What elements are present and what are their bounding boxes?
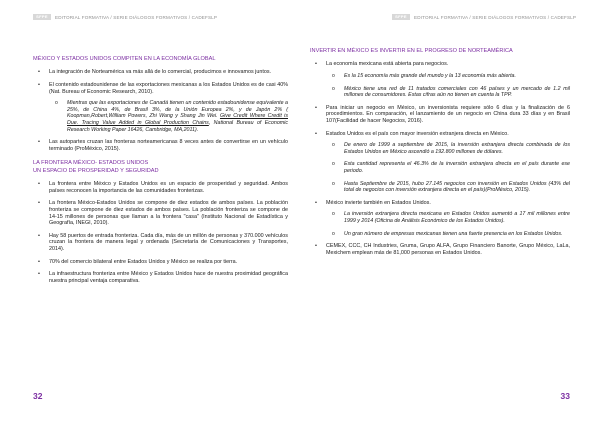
list-item: • CEMEX, CCC, CH Industries, Gruma, Grupo ALFA, Grupo Financiero Banorte, Grupo México, LaLa, Mexichem emplean más de 81,000 personas en Estados Unidos. (310, 243, 570, 256)
citation-text-end: , National Bureau of Economic Research Working Paper 16426, Cambridge, MA,2011). (67, 119, 288, 133)
list-item (310, 131, 570, 194)
list-item (310, 200, 570, 237)
publisher-logo: SFPE (392, 14, 410, 20)
sub-list-item: o Hasta Septiembre de 2015, hubo 27.145 negocios con inversión en Estados Unidos (43% del total de negocios con inversión extranjera directa en el país)(ProMéxico, 2015). (326, 181, 570, 194)
sub-list-item: o Es la 15 economía más grande del mundo y la 13 economía más abierta. (326, 73, 570, 80)
citation-title: Give Credit Where Credit is Due. Tracing Value Added in Global Production Chains (67, 113, 288, 126)
page-number-right: 33 (560, 391, 570, 401)
list-item: • Para iniciar un negocio en México, un inversionista requiere sólo 6 días y la finalización de 6 procedimientos. En comparación, el lanzamiento de un negocio en China dura 33 días y en Brasil 107(Facilidad de hacer Negocios, 2016). (310, 105, 570, 125)
running-header-text: EDITORIAL FORMATIVA / SERIE DIÁLOGOS FORMATIVOS / CADEFSLP (55, 14, 218, 20)
section-heading-border (33, 160, 288, 175)
sub-list-item: o Esta cantidad representa el 46.3% de la inversión extranjera directa en el país durante ese periodo. (326, 161, 570, 174)
sub-list-item: o México tiene una red de 11 tratados comerciales con 46 países y un mercado de 1.2 mil millones de consumidores. Estas cifras aún no tienen en cuenta la TPP. (326, 86, 570, 99)
bullet-list-invest (310, 61, 570, 256)
running-header-left (33, 14, 217, 20)
sub-list-item: o Un gran número de empresas mexicanas tienen una fuerte presencia en los Estados Unidos. (326, 231, 570, 238)
list-item: • La infraestructura fronteriza entre México y Estados Unidos hace de nuestra proximidad geográfica nuestra principal ventaja comparativa. (33, 271, 288, 284)
right-page (300, 0, 600, 423)
right-page-content (310, 48, 570, 262)
sub-list (326, 211, 570, 237)
bullet-list-global-economy (33, 69, 288, 152)
sub-list-item: o De enero de 1999 a septiembre de 2015, la inversión extranjera directa combinada de los Estados Unidos en México ascendió a 192.800 millones de dólares. (326, 142, 570, 155)
publisher-logo: SFPE (33, 14, 51, 20)
list-item (310, 61, 570, 98)
list-item (33, 82, 288, 133)
section-heading-invest: INVERTIR EN MÉXICO ES INVERTIR EN EL PROGRESO DE NORTEAMÉRICA (310, 48, 513, 54)
sub-list-item (49, 100, 288, 133)
sub-list-item: o La inversión extranjera directa mexicana en Estados Unidos aumentó a 17 mil millones entre 1999 y 2014 (Oficina de Análisis Económico de los Estados Unidos). (326, 211, 570, 224)
list-item: • La frontera México-Estados Unidos se compone de diez estados de ambos países. La población fronteriza se compone de diez estados de ambos países. La población fronteriza se compone de 14-15 millones de personas que llaman a la frontera "casa" (Instituto Nacional de Estadística y Geografía, INEGI, 2010). (33, 200, 288, 226)
sub-list (49, 100, 288, 133)
list-item: • 70% del comercio bilateral entre Estados Unidos y México se realiza por tierra. (33, 259, 288, 266)
citation-text: Mientras que las exportaciones de Canadá tienen un contenido estadounidense equivalente a 25%, de China 4%, de Brasil 3%, de la Unión Europea 2%, y de Japón 2% ( Koopman,Robert,William Powers, Zhi Wang y Shang Jin Wei. (67, 100, 288, 120)
running-header-text: EDITORIAL FORMATIVA / SERIE DIÁLOGOS FORMATIVOS / CADEFSLP (414, 14, 577, 20)
list-item-text: El contenido estadounidense de las exportaciones mexicanas a los Estados Unidos es de casi 40% (Nat. Bureau of Economic Research, 2010). (49, 82, 288, 95)
list-item-text: Estados Unidos es el país con mayor inversión extranjera directa en México. (326, 130, 509, 137)
list-item: • La integración de Norteamérica va más allá de lo comercial, producimos e innovamos juntos. (33, 69, 288, 76)
section-heading-line: UN ESPACIO DE PROSPERIDAD Y SEGURIDAD (33, 167, 159, 174)
left-page-content (33, 56, 288, 290)
list-item: • La frontera entre México y Estados Unidos es un espacio de prosperidad y seguridad. Ambos países reconocen la importancia de las comunidades fronterizas. (33, 181, 288, 194)
section-heading-global-economy: MÉXICO Y ESTADOS UNIDOS COMPITEN EN LA ECONOMÍA GLOBAL (33, 56, 216, 62)
sub-list (326, 73, 570, 99)
sub-list (326, 142, 570, 194)
list-item: • Hay 58 puertos de entrada fronteriza. Cada día, más de un millón de personas y 370.000 vehículos cruzan la frontera de manera legal y ordenada (Secretaría de Comunicaciones y Transportes, 2014). (33, 233, 288, 253)
list-item: • Las autopartes cruzan las fronteras norteamericanas 8 veces antes de convertirse en un vehículo terminado (ProMéxico, 2015). (33, 139, 288, 152)
section-heading-line: LA FRONTERA MÉXICO- ESTADOS UNIDOS (33, 160, 149, 167)
list-item-text: La economía mexicana está abierta para negocios. (326, 61, 449, 68)
bullet-list-border (33, 181, 288, 284)
list-item-text: México invierte también en Estados Unidos. (326, 199, 431, 206)
page-number-left: 32 (33, 391, 43, 401)
running-header-right (392, 14, 576, 20)
